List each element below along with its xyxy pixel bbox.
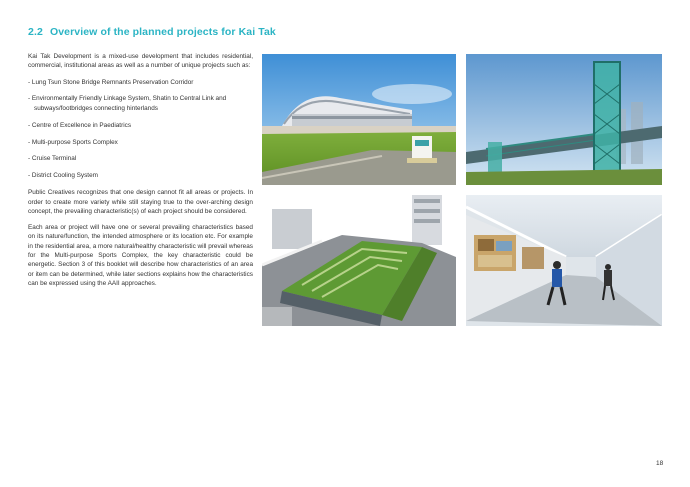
project-list-item: - Cruise Terminal	[28, 155, 77, 163]
footbridge-lift-tower-photo	[466, 54, 662, 185]
section-number: 2.2	[28, 26, 43, 38]
body-paragraph: Each area or project will have one or several prevailing characteristics based on its nature/function, the intended atmosphere or its location etc. For example in the residential area, a more natural/healthy characteristic will prevail whereas for the Multi-purpose Sports Complex, the key characteristic could be energetic. Section 3 of this booklet will describe how characteristics of an area or item can be determined, while later sections explains how the characteristics can be expressed using the AAII approaches.	[28, 224, 253, 287]
green-roof-building-photo	[262, 195, 456, 326]
project-list-item: - Environmentally Friendly Linkage System, Shatin to Central Link and subways/footbridges connecting hinterlands	[28, 95, 227, 112]
project-list-item: - District Cooling System	[28, 172, 98, 180]
cruise-terminal-photo	[262, 54, 456, 185]
section-title: Overview of the planned projects for Kai Tak	[49, 26, 276, 38]
project-list-item: - Lung Tsun Stone Bridge Remnants Preservation Corridor	[28, 78, 194, 86]
intro-paragraph: Kai Tak Development is a mixed-use development that includes residential, commercial, institutional areas as well as a number of unique projects such as:	[28, 53, 253, 70]
project-list-item: - Centre of Excellence in Paediatrics	[28, 121, 132, 129]
body-paragraph: Public Creatives recognizes that one design cannot fit all areas or projects. In order to create more variety while still staying true to the over-arching design concept, the prevailing characteristic(s) of each project should be considered.	[28, 189, 253, 215]
project-list	[28, 78, 253, 181]
project-list-item: - Multi-purpose Sports Complex	[28, 138, 118, 146]
subway-corridor-photo	[466, 195, 662, 326]
body-text-column	[28, 52, 253, 295]
page-number: 18	[656, 460, 664, 467]
section-heading	[28, 26, 276, 38]
